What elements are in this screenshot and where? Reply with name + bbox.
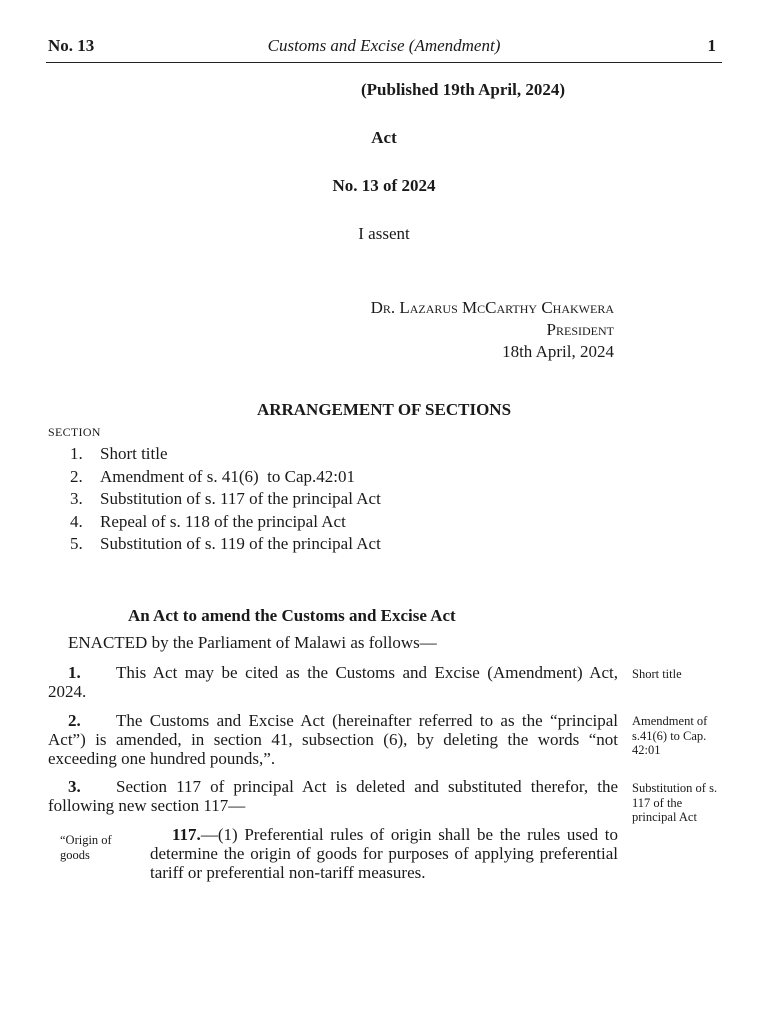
toc-item-text: Short title: [100, 444, 168, 463]
arrangement-heading: ARRANGEMENT OF SECTIONS: [256, 400, 512, 419]
header-act-number: No. 13: [48, 36, 95, 55]
toc-item-number: 1.: [70, 444, 83, 463]
section-3: [48, 777, 618, 815]
section-1: [48, 663, 618, 701]
header-rule: [46, 62, 722, 63]
new-section-number: 117.: [172, 825, 201, 844]
assent-text: I assent: [358, 224, 410, 243]
new-section-text: —(1) Preferential rules of origin shall be the rules used to determine the origin of goods for purposes of applying preferential tariff or preferential non-tariff measures.: [150, 825, 618, 882]
margin-note-origin-of-goods: “Origin of goods: [60, 833, 112, 862]
margin-note-section-2: Amendment of s.41(6) to Cap. 42:01: [632, 714, 708, 757]
header-title: Customs and Excise (Amendment): [267, 36, 501, 55]
section-2: [48, 711, 618, 768]
header-page-number: 1: [707, 36, 716, 55]
signatory-title: President: [546, 320, 614, 339]
arrangement-list: [70, 443, 381, 556]
toc-item: [70, 488, 381, 511]
assent-date: 18th April, 2024: [502, 342, 614, 361]
signatory-name: Dr. Lazarus McCarthy Chakwera: [370, 298, 614, 317]
section-text: Section 117 of principal Act is deleted and substituted therefor, the following new section 117—: [48, 777, 618, 815]
published-date: (Published 19th April, 2024): [361, 80, 566, 99]
toc-item: [70, 443, 381, 466]
section-number: 1.: [68, 663, 81, 682]
section-number: 2.: [68, 711, 81, 730]
margin-note-section-1: Short title: [632, 667, 682, 681]
section-number: 3.: [68, 777, 81, 796]
section-column-label: SECTION: [48, 425, 101, 439]
toc-item: [70, 533, 381, 556]
toc-item-number: 3.: [70, 489, 83, 508]
toc-item-text: Substitution of s. 117 of the principal Act: [100, 489, 381, 508]
toc-item: [70, 511, 381, 534]
enacting-formula: ENACTED by the Parliament of Malawi as follows—: [68, 633, 437, 652]
new-section-117: [150, 825, 618, 882]
long-title: An Act to amend the Customs and Excise Act: [128, 606, 456, 625]
toc-item-number: 5.: [70, 534, 83, 553]
act-label: Act: [371, 128, 397, 147]
section-text: This Act may be cited as the Customs and Excise (Amendment) Act, 2024.: [48, 663, 618, 701]
margin-note-section-3: Substitution of s. 117 of the principal Act: [632, 781, 718, 824]
toc-item-text: Repeal of s. 118 of the principal Act: [100, 511, 346, 531]
toc-item-number: 2.: [70, 466, 83, 486]
toc-item-text: Substitution of s. 119 of the principal Act: [100, 534, 381, 553]
toc-item: [70, 466, 381, 489]
toc-item-number: 4.: [70, 511, 83, 531]
section-text: The Customs and Excise Act (hereinafter referred to as the “principal Act”) is amended, in section 41, subsection (6), by deleting the words “not exceeding one hundred pounds,”.: [48, 711, 618, 768]
toc-item-text: Amendment of s. 41(6) to Cap.42:01: [100, 466, 355, 486]
act-number: No. 13 of 2024: [332, 176, 436, 195]
